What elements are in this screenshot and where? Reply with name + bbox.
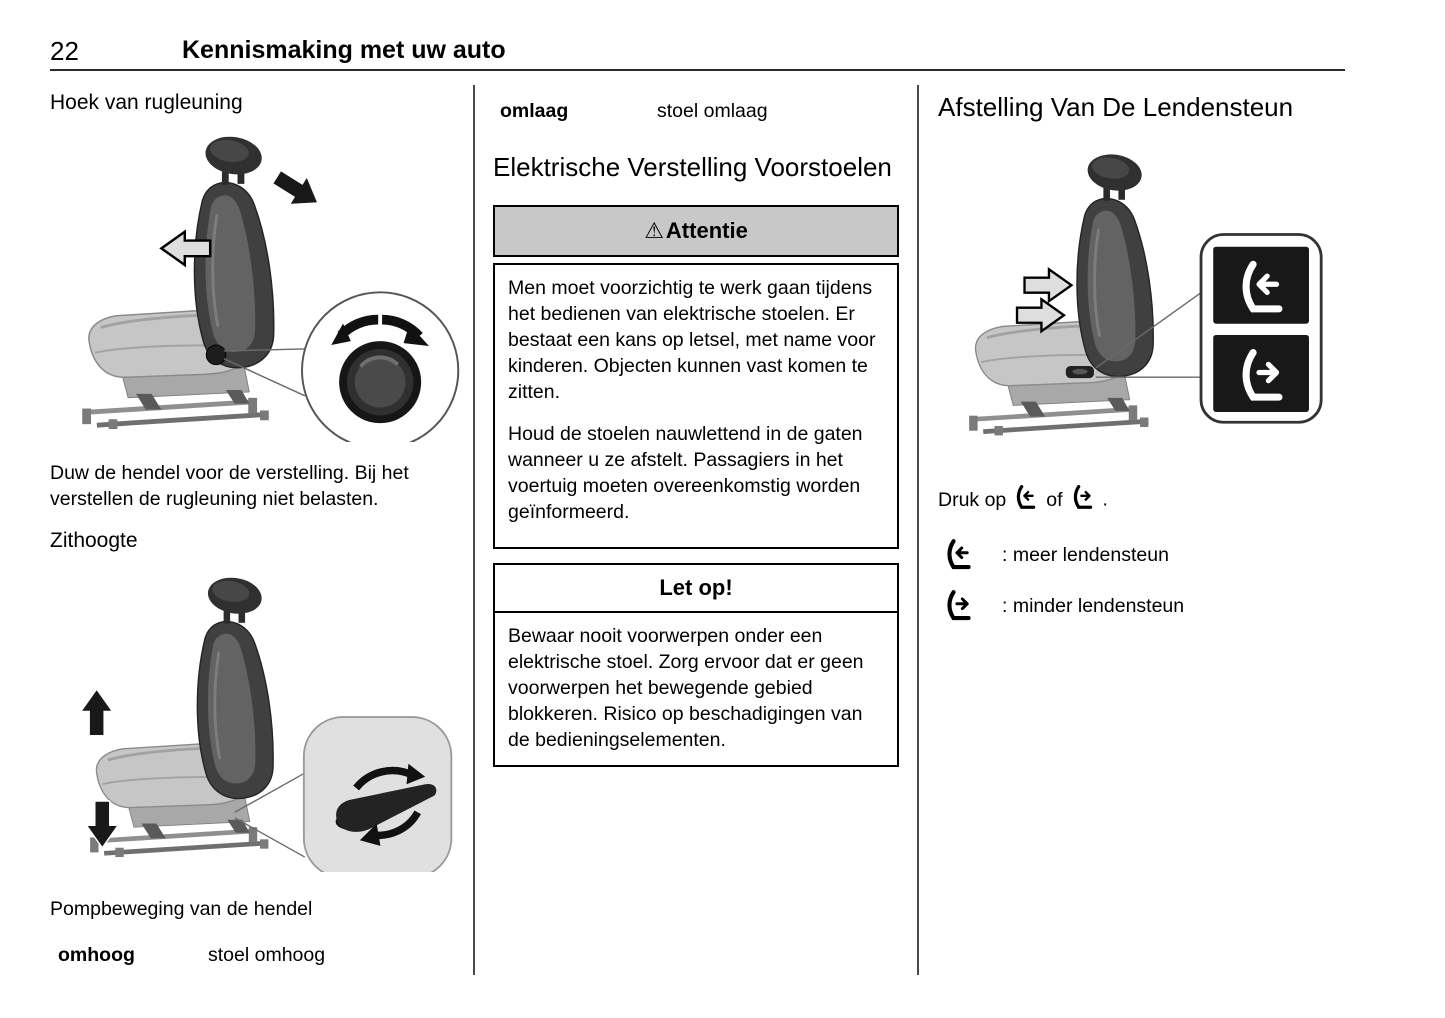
heading-lumbar: Afstelling Van De Lendensteun — [938, 92, 1294, 122]
warning-icon: ⚠ — [644, 218, 664, 243]
caption-recline: Duw de hendel voor de verstelling. Bij het verstellen de rugleuning niet belasten. — [50, 462, 409, 510]
column-middle — [493, 88, 899, 767]
lumbar-buttons-inset — [1201, 235, 1321, 423]
def-term-up: omhoog — [58, 944, 135, 966]
heading-seat-height: Zithoogte — [50, 529, 138, 552]
legend-row-more — [938, 539, 1345, 572]
press-text-mid: of — [1046, 488, 1063, 511]
press-text-pre: Druk op — [938, 488, 1007, 511]
seat-up-arrow — [81, 689, 113, 736]
recline-knob — [206, 345, 226, 365]
figure-seat-height — [50, 564, 470, 872]
press-instruction — [938, 487, 1345, 513]
notice-paragraph: Bewaar nooit voorwerpen onder een elektrische stoel. Zorg ervoor dat er geen voorwerpen het bewegende gebied blokkeren. Risico op beschadigingen van de bedieningselementen. — [508, 625, 864, 751]
recline-backward-arrow — [268, 163, 327, 217]
lumbar-less-icon — [1071, 485, 1095, 511]
lumbar-legend — [938, 539, 1345, 623]
def-text-down: stoel omlaag — [657, 100, 768, 122]
warning-header — [493, 205, 899, 257]
seat-recline-illustration — [50, 126, 470, 442]
seat-height-illustration — [50, 564, 470, 872]
lumbar-more-icon — [944, 539, 974, 572]
lumbar-more-arrow — [1025, 269, 1072, 301]
warning-body — [493, 263, 899, 549]
column-divider-left — [473, 85, 475, 975]
lumbar-seat-illustration — [938, 135, 1342, 457]
notice-body — [495, 613, 897, 765]
figure-seat-recline — [50, 126, 470, 442]
definition-row-up — [50, 942, 470, 968]
def-text-up: stoel omhoog — [208, 944, 326, 966]
warning-paragraph-1: Men moet voorzichtig te werk gaan tijdens het bedienen van elektrische stoelen. Er bestaat een kans op letsel, met name voor kinderen. Objecten kunnen vast komen te zitten. — [508, 277, 876, 403]
column-divider-right — [917, 85, 919, 975]
def-term-down: omlaag — [500, 100, 569, 122]
legend-row-less — [938, 590, 1345, 623]
chapter-title: Kennismaking met uw auto — [182, 36, 506, 64]
height-lever-inset — [304, 717, 451, 872]
column-right — [938, 88, 1345, 641]
column-left — [50, 88, 470, 968]
warning-paragraph-2: Houd de stoelen nauwlettend in de gaten wanneer u ze afstelt. Passagiers in het voertuig moeten overeenkomstig worden geïnformeerd. — [508, 423, 863, 523]
definition-row-down — [493, 98, 899, 124]
legend-label-more: : meer lendensteun — [1002, 544, 1169, 566]
lumbar-less-icon — [944, 590, 974, 623]
heading-electric-adjustment: Elektrische Verstelling Voorstoelen — [493, 152, 892, 182]
lumbar-more-icon — [1014, 485, 1038, 511]
figure-lumbar — [938, 135, 1345, 457]
press-text-post: . — [1102, 488, 1108, 511]
page-number: 22 — [50, 36, 79, 66]
notice-box — [493, 563, 899, 767]
header-rule — [50, 69, 1345, 71]
caption-height: Pompbeweging van de hendel — [50, 898, 313, 920]
warning-box — [493, 205, 899, 549]
warning-title: Attentie — [665, 218, 748, 243]
recline-knob-inset — [302, 292, 458, 442]
heading-recline-angle: Hoek van rugleuning — [50, 91, 243, 114]
notice-title: Let op! — [495, 565, 897, 613]
legend-label-less: : minder lendensteun — [1002, 595, 1185, 617]
